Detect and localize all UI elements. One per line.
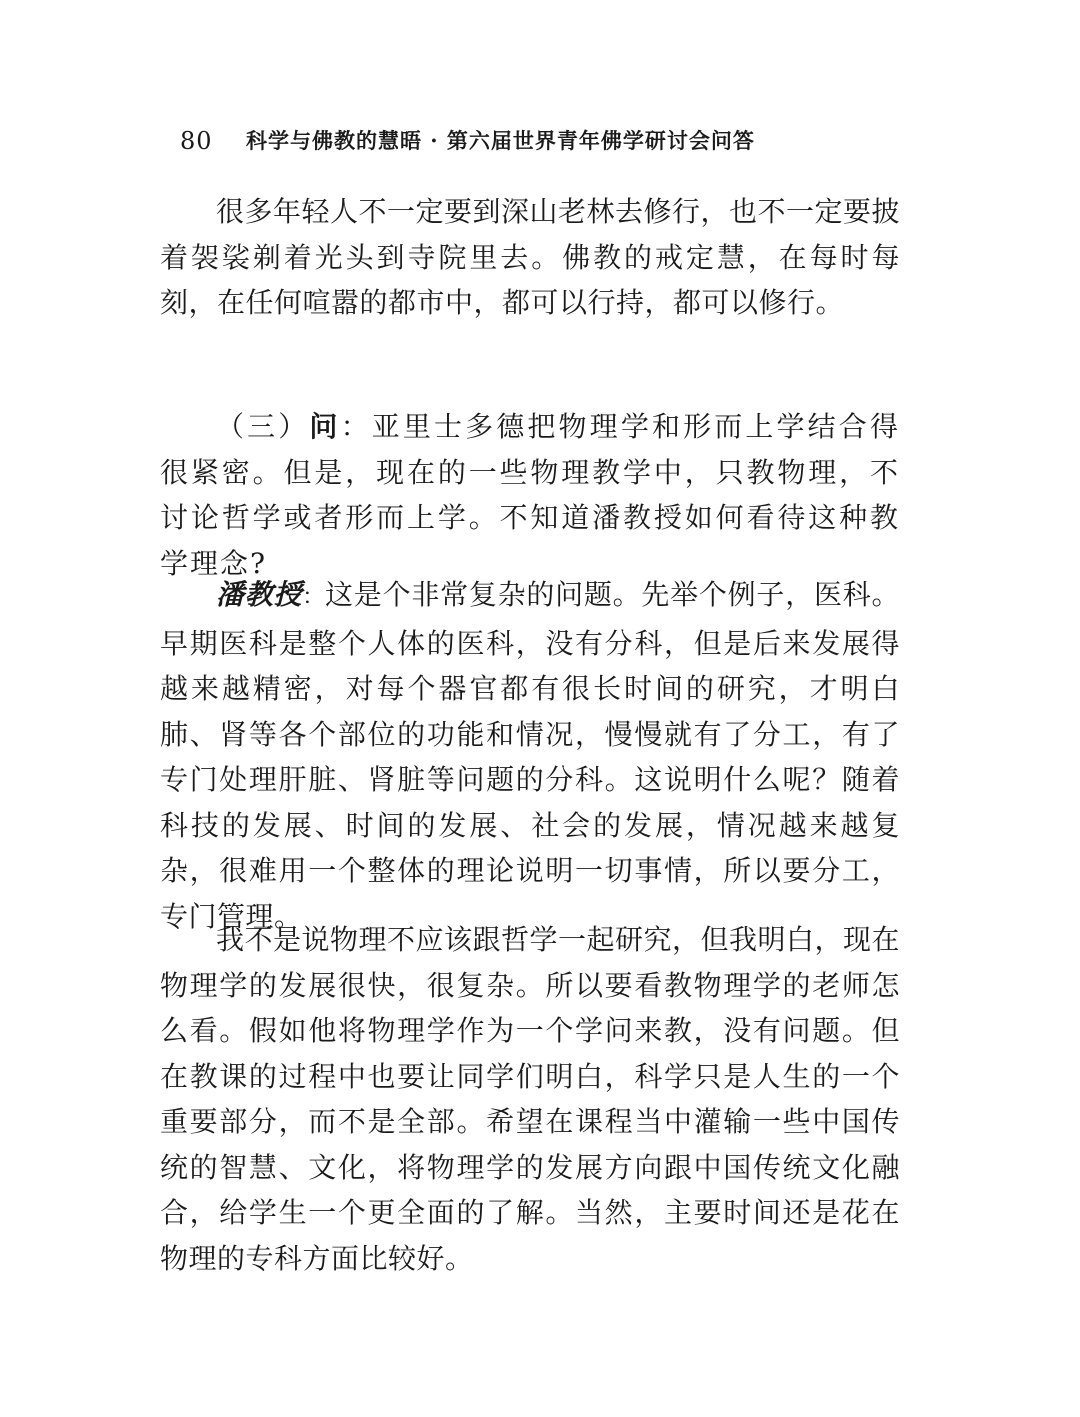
- page-number: 80: [180, 127, 213, 155]
- question-separator: ：: [340, 410, 372, 443]
- answer-speaker: 潘教授: [216, 578, 303, 611]
- question-paragraph: [160, 404, 900, 586]
- paragraph-intro: 很多年轻人不一定要到深山老林去修行，也不一定要披着袈裟剃着光头到寺院里去。佛教的戒定慧，在每时每刻，在任何喧嚣的都市中，都可以行持，都可以修行。: [160, 195, 901, 319]
- paragraph-conclusion: 我不是说物理不应该跟哲学一起研究，但我明白，现在物理学的发展很快，很复杂。所以要看教物理学的老师怎么看。假如他将物理学作为一个学问来教，没有问题。但在教课的过程中也要让同学们明白，科学只是人生的一个重要部分，而不是全部。希望在课程当中灌输一些中国传统的智慧、文化，将物理学的发展方向跟中国传统文化融合，给学生一个更全面的了解。当然，主要时间还是花在物理的专科方面比较好。: [160, 923, 901, 1275]
- answer-text: 这是个非常复杂的问题。先举个例子，医科。早期医科是整个人体的医科，没有分科，但是后来发展得越来越精密，对每个器官都有很长时间的研究，才明白肺、肾等各个部位的功能和情况，慢慢就有了分工，有了专门处理肝脏、肾脏等问题的分科。这说明什么呢？随着科技的发展、时间的发展、社会的发展，情况越来越复杂，很难用一个整体的理论说明一切事情，所以要分工，专门管理。: [160, 578, 900, 933]
- question-label: 问: [309, 410, 341, 443]
- running-title: 科学与佛教的慧晤 · 第六届世界青年佛学研讨会问答: [246, 128, 755, 153]
- answer-paragraph: [160, 572, 900, 939]
- page-header: [180, 124, 900, 158]
- question-text: 亚里士多德把物理学和形而上学结合得很紧密。但是，现在的一些物理教学中，只教物理，不讨论哲学或者形而上学。不知道潘教授如何看待这种教学理念?: [160, 410, 900, 580]
- question-number: （三）: [216, 410, 310, 443]
- answer-separator: ：: [302, 585, 326, 610]
